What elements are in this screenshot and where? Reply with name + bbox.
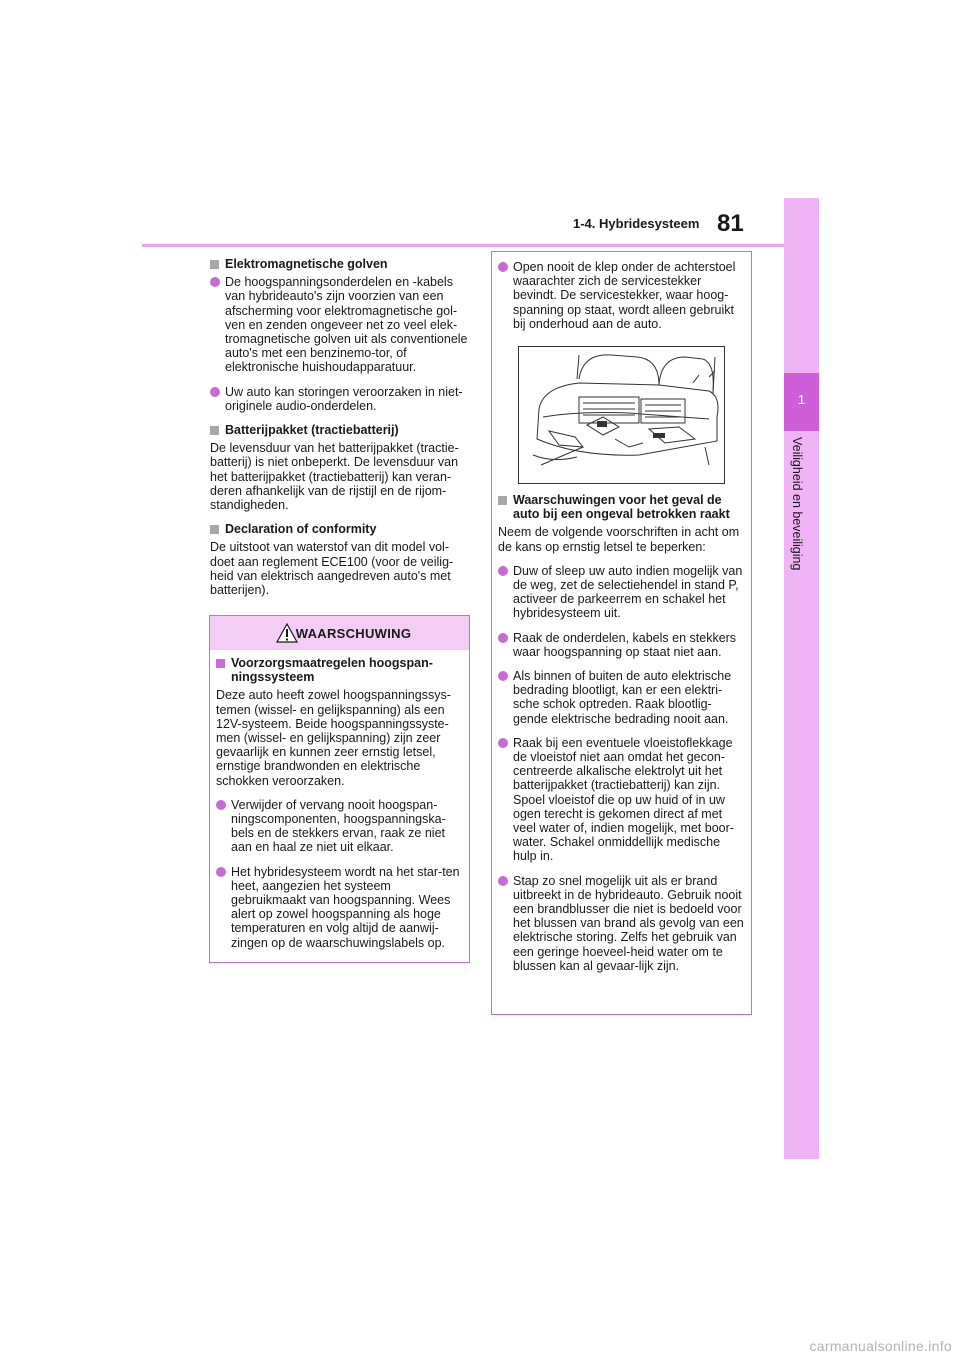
paragraph: Neem de volgende voorschriften in acht om de kans op ernstig letsel te beperken: [498, 525, 740, 554]
header-rule [142, 244, 784, 247]
square-bullet-icon [210, 525, 219, 534]
round-bullet-icon [498, 633, 508, 643]
chapter-label: Veiligheid en beveiliging [790, 437, 804, 571]
warning-heading: WAARSCHUWING [295, 626, 412, 641]
section-elektromagnetische-golven [210, 257, 468, 413]
left-column [210, 257, 468, 607]
square-bullet-icon [498, 496, 507, 505]
list-item: Uw auto kan storingen veroorzaken in niet-originele audio-onderdelen. [210, 385, 468, 413]
chapter-number: 1 [797, 392, 806, 407]
round-bullet-icon [498, 671, 508, 681]
list-item: Raak bij een eventuele vloeistoflekkage de vloeistof niet aan omdat het gecon-centreerde alkalische elektrolyt uit het batterijpakket (tractiebatterij) kan zijn. Spoel vloeistof die op uw huid of in uw ogen terecht is gekomen direct af met veel water of, indien mogelijk, met boor-water. Schakel onmiddellijk medische hulp in. [498, 736, 746, 864]
page-number: 81 [717, 210, 744, 237]
right-warning-box [491, 251, 752, 1015]
list-item: Verwijder of vervang nooit hoogspan-ningscomponenten, hoogspanningska-bels en de stekkers ervan, raak ze niet aan en haal ze niet uit elkaar. [216, 798, 464, 855]
list-item: Stap zo snel mogelijk uit als er brand uitbreekt in de hybrideauto. Gebruik nooit een brandblusser die niet is bedoeld voor het blussen van brand als gevolg van een elektrische storing. Zelfs het gebruik van een geringe hoeveel-heid water om te blussen kan al gevaar-lijk zijn. [498, 874, 746, 973]
footer-watermark: carmanualsonline.info [809, 1338, 952, 1354]
rear-seat-service-plug-illustration [518, 346, 725, 484]
section-declaration-of-conformity [210, 522, 468, 597]
section-title: Declaration of conformity [210, 522, 468, 536]
paragraph: De levensduur van het batterijpakket (tractie-batterij) is niet onbeperkt. De levensduur van het batterijpakket (tractiebatterij) kan veran-deren afhankelijk van de rijstijl en de rijom-standigheden. [210, 441, 459, 513]
section-batterijpakket [210, 423, 468, 512]
round-bullet-icon [210, 387, 220, 397]
square-bullet-icon [210, 260, 219, 269]
list-item: Het hybridesysteem wordt na het star-ten heet, aangezien het systeem gebruikmaakt van hoogspanning. Wees alert op zowel hoogspanning als hoge temperaturen en volg altijd de aanwij-zingen op de waarschuwingslabels op. [216, 865, 464, 950]
paragraph: De uitstoot van waterstof van dit model vol-doet aan reglement ECE100 (voor de veilig-heid van elektrisch aangedreven auto's met batterijen). [210, 540, 454, 598]
square-bullet-icon [210, 426, 219, 435]
warning-header [210, 616, 469, 650]
section-title: Batterijpakket (tractiebatterij) [210, 423, 468, 437]
paragraph: Deze auto heeft zowel hoogspanningssys-temen (wissel- en gelijkspanning) als een 12V-systeem. Beide hoogspanningssyste-men (wissel- en gelijkspanning) zijn zeer gevaarlijk en kunnen zeer ernstig letsel, ernstige brandwonden en elektrische schokken veroorzaken. [216, 688, 451, 788]
round-bullet-icon [498, 738, 508, 748]
square-bullet-icon [216, 659, 225, 668]
warning-box [209, 615, 470, 963]
section-title: Waarschuwingen voor het geval de auto bij een ongeval betrokken raakt [498, 493, 746, 521]
section-title: Elektromagnetische golven [210, 257, 468, 271]
round-bullet-icon [216, 867, 226, 877]
warning-body [216, 656, 464, 960]
round-bullet-icon [498, 262, 508, 272]
round-bullet-icon [210, 277, 220, 287]
section-header-title: 1-4. Hybridesysteem [573, 216, 700, 231]
chapter-side-tab [784, 198, 819, 1159]
round-bullet-icon [498, 876, 508, 886]
list-item: Duw of sleep uw auto indien mogelijk van de weg, zet de selectiehendel in stand P, activeer de parkeerrem en schakel het hybridesysteem uit. [498, 564, 746, 621]
accident-section [498, 493, 746, 983]
right-box-body [498, 260, 746, 341]
list-item: Raak de onderdelen, kabels en stekkers waar hoogspanning op staat niet aan. [498, 631, 746, 659]
round-bullet-icon [216, 800, 226, 810]
round-bullet-icon [498, 566, 508, 576]
rear-seat-drawing [519, 347, 724, 483]
section-title: Voorzorgsmaatregelen hoogspan-ningssysteem [216, 656, 464, 684]
list-item: Als binnen of buiten de auto elektrische bedrading blootligt, kan er een elektri-sche schok optreden. Raak blootlig-gende elektrische bedrading nooit aan. [498, 669, 746, 726]
list-item: De hoogspanningsonderdelen en -kabels van hybrideauto's zijn voorzien van een afscherming voor elektromagnetische gol-ven en zenden ongeveer net zo veel elek-tromagnetische golven uit als conventionele auto's met een benzinemo-tor, of elektronische huishoudapparatuur. [210, 275, 468, 374]
list-item: Open nooit de klep onder de achterstoel waarachter zich de servicestekker bevindt. De servicestekker, waar hoog-spanning op staat, wordt alleen gebruikt bij onderhoud aan de auto. [498, 260, 746, 331]
